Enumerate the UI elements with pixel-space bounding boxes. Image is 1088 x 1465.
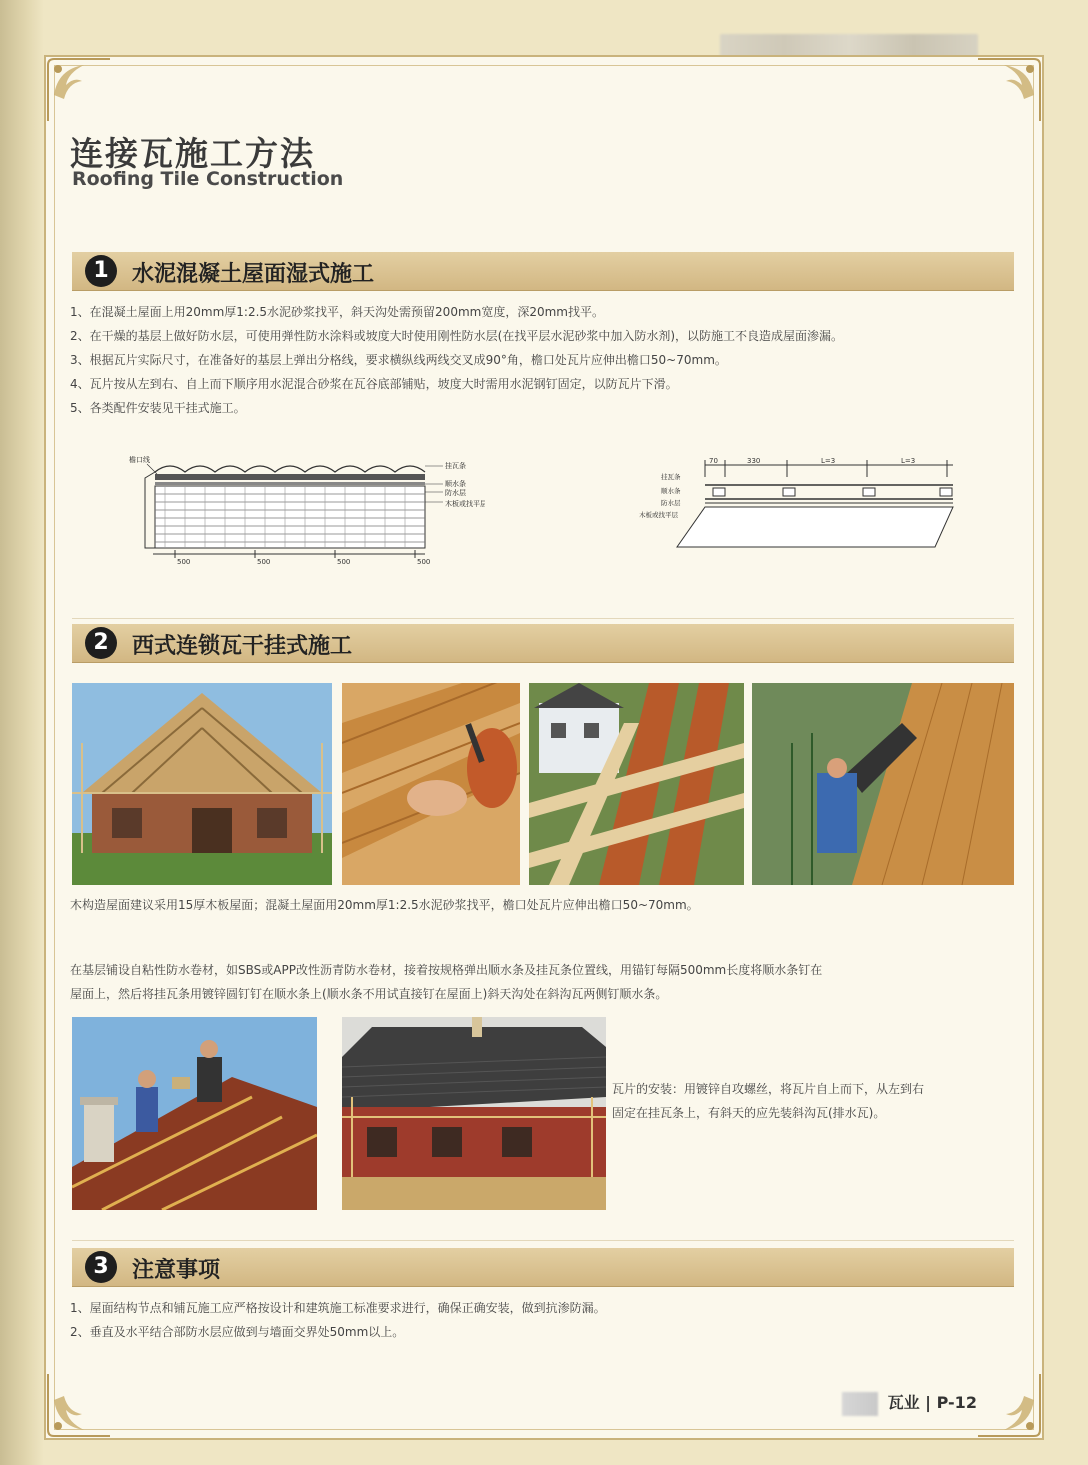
photo-house-frame [72, 683, 332, 885]
section-title: 西式连锁瓦干挂式施工 [132, 634, 353, 659]
install-description [612, 1077, 924, 1125]
diagram-label: 檐口线 [129, 456, 150, 464]
footer-brand: 瓦业 [887, 1393, 920, 1412]
photo-workers-on-roof [72, 1017, 317, 1210]
diagram-label: 顺水条 [661, 487, 681, 495]
diagram-label: 防水层 [445, 489, 466, 497]
corner-ornament-icon [974, 1370, 1044, 1440]
diagram-label: 挂瓦条 [445, 462, 466, 470]
blurred-brand [842, 1392, 878, 1416]
list-item: 5、各类配件安装见干挂式施工。 [70, 401, 246, 415]
section-divider [72, 618, 1014, 619]
dimension-label: 500 [257, 558, 271, 565]
paragraph-line: 固定在挂瓦条上，有斜天的应先装斜沟瓦(排水瓦)。 [612, 1106, 886, 1120]
page-subtitle: Roofing Tile Construction [72, 168, 344, 190]
diagram-label: 顺水条 [445, 480, 466, 488]
section-title: 注意事项 [132, 1258, 221, 1283]
photo-nailing-boards [342, 683, 520, 885]
section-number: 1 [85, 255, 117, 287]
photo-roof-battens [529, 683, 744, 885]
photo-tiled-house [342, 1017, 606, 1210]
page-number: P-12 [936, 1393, 977, 1412]
paragraph-line: 瓦片的安装：用镀锌自攻螺丝，将瓦片自上而下，从左到右 [612, 1082, 925, 1096]
batten-spacing-diagram [635, 455, 965, 559]
photo-installing-membrane [752, 683, 1014, 885]
dimension-label: 70 [709, 457, 718, 465]
corner-ornament-icon [974, 55, 1044, 125]
section-header-1 [72, 252, 1014, 291]
section3-list [70, 1296, 606, 1344]
footer-separator: | [925, 1393, 932, 1412]
diagram-label: 木板或找平层 [639, 511, 678, 519]
diagram-label: 木板或找平层 [445, 500, 485, 508]
dimension-label: L=3 [901, 457, 916, 465]
section-header-2 [72, 624, 1014, 663]
roof-section-diagram [125, 450, 485, 569]
diagram-label: 防水层 [661, 499, 681, 507]
list-item: 1、屋面结构节点和铺瓦施工应严格按设计和建筑施工标准要求进行，确保正确安装，做到抗渗防漏。 [70, 1301, 606, 1315]
section-number: 3 [85, 1251, 117, 1283]
section1-list [70, 300, 843, 420]
corner-ornament-icon [44, 55, 114, 125]
list-item: 1、在混凝土屋面上用20mm厚1:2.5水泥砂浆找平，斜天沟处需预留200mm宽度，深20mm找平。 [70, 305, 604, 319]
page-footer [842, 1390, 977, 1416]
section-header-3 [72, 1248, 1014, 1287]
dimension-label: 500 [337, 558, 351, 565]
list-item: 2、在干燥的基层上做好防水层，可使用弹性防水涂料或坡度大时使用刚性防水层(在找平层水泥砂浆中加入防水剂)，以防施工不良造成屋面渗漏。 [70, 329, 844, 343]
list-item: 3、根据瓦片实际尺寸，在准备好的基层上弹出分格线，要求横纵线两线交叉成90°角，檐口处瓦片应伸出檐口50~70mm。 [70, 353, 727, 367]
page-title: 连接瓦施工方法 [70, 134, 315, 173]
list-item: 2、垂直及水平结合部防水层应做到与墙面交界处50mm以上。 [70, 1325, 405, 1339]
paragraph-line: 屋面上，然后将挂瓦条用镀锌圆钉钉在顺水条上(顺水条不用试直接钉在屋面上)斜天沟处在斜沟瓦两侧钉顺水条。 [70, 987, 668, 1001]
dimension-label: 500 [417, 558, 431, 565]
dimension-label: 330 [747, 457, 761, 465]
dimension-label: 500 [177, 558, 191, 565]
diagram-label: 挂瓦条 [661, 473, 681, 481]
corner-ornament-icon [44, 1370, 114, 1440]
section-divider [72, 1240, 1014, 1241]
photo-caption: 木构造屋面建议采用15厚木板屋面；混凝土屋面用20mm厚1:2.5水泥砂浆找平，檐口处瓦片应伸出檐口50~70mm。 [70, 898, 699, 912]
dimension-label: L=3 [821, 457, 836, 465]
book-spine-shadow [0, 0, 44, 1465]
section-number: 2 [85, 627, 117, 659]
section-title: 水泥混凝土屋面湿式施工 [132, 262, 375, 287]
paragraph-line: 在基层铺设自粘性防水卷材，如SBS或APP改性沥青防水卷材，接着按规格弹出顺水条及挂瓦条位置线，用锚钉每隔500mm长度将顺水条钉在 [70, 963, 823, 977]
section2-paragraph [70, 958, 1020, 1006]
list-item: 4、瓦片按从左到右、自上而下顺序用水泥混合砂浆在瓦谷底部铺贴，坡度大时需用水泥钢钉固定，以防瓦片下滑。 [70, 377, 678, 391]
